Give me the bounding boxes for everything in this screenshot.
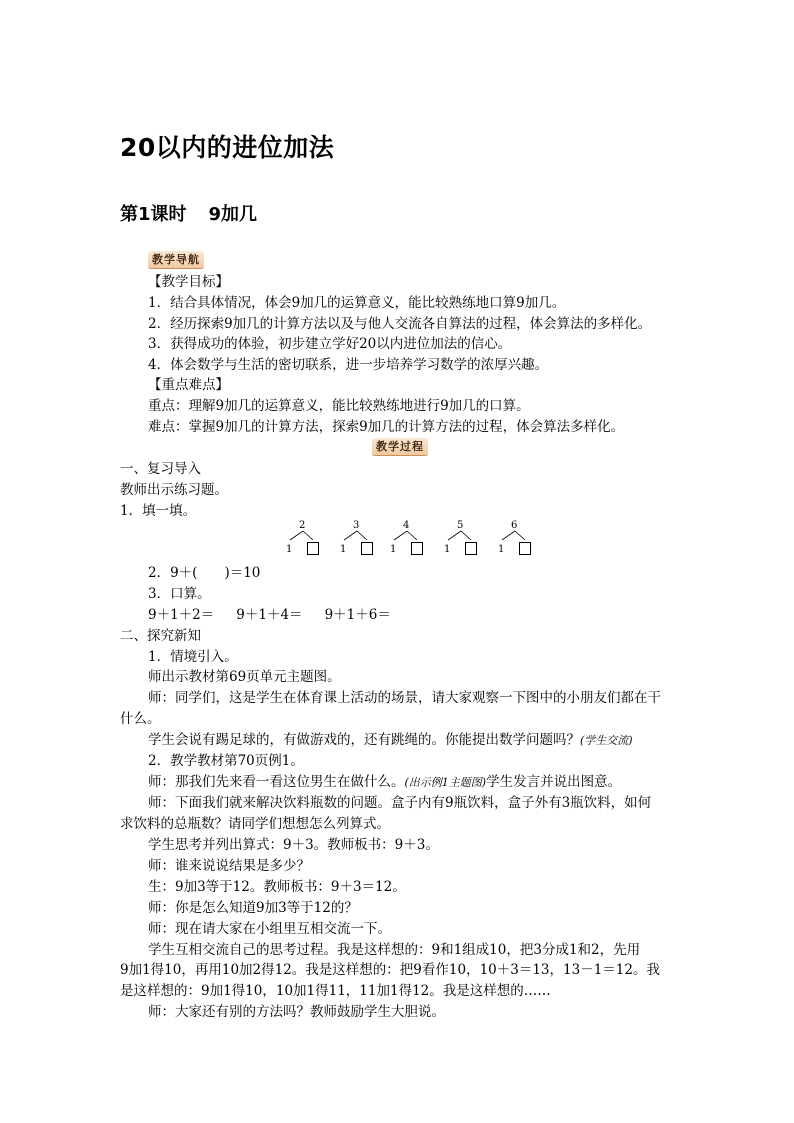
paragraph: 师出示教材第69页单元主题图。 bbox=[148, 669, 341, 685]
paragraph: 学生互相交流自己的思考过程。我是这样想的：9和1组成10，把3分成1和2，先用 bbox=[148, 942, 641, 958]
paragraph: 学生思考并列出算式：9＋3。教师板书：9＋3。 bbox=[148, 837, 439, 853]
paragraph: 1．情境引入。 bbox=[148, 649, 238, 665]
oral-calculations bbox=[148, 605, 391, 625]
difficult-point: 难点：掌握9加几的计算方法，探索9加几的计算方法的过程，体会算法多样化。 bbox=[148, 419, 625, 435]
tree-top-number: 4 bbox=[403, 520, 410, 531]
tree-left-number: 1 bbox=[444, 544, 451, 555]
teaching-process-badge: 教学过程 bbox=[372, 438, 428, 456]
oral-calc: 9＋1＋6＝ bbox=[324, 607, 391, 623]
page-title: 20以内的进位加法 bbox=[120, 133, 335, 162]
paragraph: 师：你是怎么知道9加3等于12的？ bbox=[148, 900, 358, 916]
goal-item-2: 2．经历探索9加几的计算方法以及与他人交流各自算法的过程，体会算法的多样化。 bbox=[148, 316, 652, 332]
paragraph: 学生会说有踢足球的，有做游戏的，还有跳绳的。你能提出数学问题吗？(学生交流) bbox=[148, 732, 633, 748]
paragraph: 师：谁来说说结果是多少？ bbox=[148, 858, 310, 874]
paragraph: 是这样想的：9加1得10，10加1得11，11加1得12。我是这样想的…… bbox=[120, 983, 551, 999]
paragraph: 师：同学们，这是学生在体育课上活动的场景，请大家观察一下图中的小朋友们都在干 bbox=[148, 690, 661, 706]
tree-left-number: 1 bbox=[340, 544, 347, 555]
annotation: (学生交流) bbox=[580, 734, 633, 747]
review-intro: 教师出示练习题。 bbox=[120, 482, 228, 498]
annotation: (出示例1主题图) bbox=[404, 776, 487, 789]
number-decomposition-trees bbox=[280, 518, 540, 564]
section-explore: 二、探究新知 bbox=[120, 628, 201, 644]
blank-box[interactable] bbox=[519, 542, 531, 555]
oral-calc: 9＋1＋4＝ bbox=[236, 607, 303, 623]
blank-box[interactable] bbox=[411, 542, 423, 555]
lesson-number: 第1课时 bbox=[120, 204, 187, 225]
key-point: 重点：理解9加几的运算意义，能比较熟练地进行9加几的口算。 bbox=[148, 398, 530, 414]
exercise-1: 1．填一填。 bbox=[120, 503, 197, 519]
key-points-heading: 【重点难点】 bbox=[148, 377, 229, 393]
section-review: 一、复习导入 bbox=[120, 461, 201, 477]
tree-top-number: 3 bbox=[353, 520, 360, 531]
goal-item-1: 1．结合具体情况，体会9加几的运算意义，能比较熟练地口算9加几。 bbox=[148, 295, 566, 311]
paragraph: 师：现在请大家在小组里互相交流一下。 bbox=[148, 921, 391, 937]
exercise-2: 2．9＋( )＝10 bbox=[148, 565, 261, 581]
teaching-guide-badge: 教学导航 bbox=[148, 251, 204, 269]
goal-item-3: 3．获得成功的体验，初步建立学好20以内进位加法的信心。 bbox=[148, 336, 512, 352]
tree-top-number: 5 bbox=[457, 520, 464, 531]
blank-box[interactable] bbox=[465, 542, 477, 555]
lesson-topic: 9加几 bbox=[208, 204, 258, 225]
paragraph: 师：大家还有别的方法吗？教师鼓励学生大胆说。 bbox=[148, 1004, 445, 1020]
goals-heading: 【教学目标】 bbox=[148, 274, 229, 290]
blank-box[interactable] bbox=[361, 542, 373, 555]
paragraph: 师：那我们先来看一看这位男生在做什么。(出示例1主题图)学生发言并说出图意。 bbox=[148, 774, 622, 790]
paragraph: 生：9加3等于12。教师板书：9＋3＝12。 bbox=[148, 879, 406, 895]
tree-left-number: 1 bbox=[390, 544, 397, 555]
number-tree bbox=[334, 518, 384, 564]
paragraph: 2．教学教材第70页例1。 bbox=[148, 753, 304, 769]
number-tree bbox=[438, 518, 488, 564]
tree-left-number: 1 bbox=[286, 544, 293, 555]
lesson-subtitle bbox=[120, 200, 257, 226]
paragraph: 什么。 bbox=[120, 711, 161, 727]
tree-top-number: 6 bbox=[511, 520, 518, 531]
exercise-3: 3．口算。 bbox=[148, 586, 211, 602]
paragraph: 求饮料的总瓶数？请同学们想想怎么列算式。 bbox=[120, 816, 390, 832]
number-tree bbox=[280, 518, 330, 564]
oral-calc: 9＋1＋2＝ bbox=[148, 607, 215, 623]
paragraph: 师：下面我们就来解决饮料瓶数的问题。盒子内有9瓶饮料，盒子外有3瓶饮料，如何 bbox=[148, 795, 652, 811]
blank-box[interactable] bbox=[307, 542, 319, 555]
goal-item-4: 4．体会数学与生活的密切联系，进一步培养学习数学的浓厚兴趣。 bbox=[148, 357, 549, 373]
tree-left-number: 1 bbox=[498, 544, 505, 555]
paragraph: 9加1得10，再用10加2得12。我是这样想的：把9看作10，10＋3＝13，13－1＝12。我 bbox=[120, 962, 660, 978]
number-tree bbox=[384, 518, 434, 564]
number-tree bbox=[492, 518, 542, 564]
tree-top-number: 2 bbox=[299, 520, 306, 531]
